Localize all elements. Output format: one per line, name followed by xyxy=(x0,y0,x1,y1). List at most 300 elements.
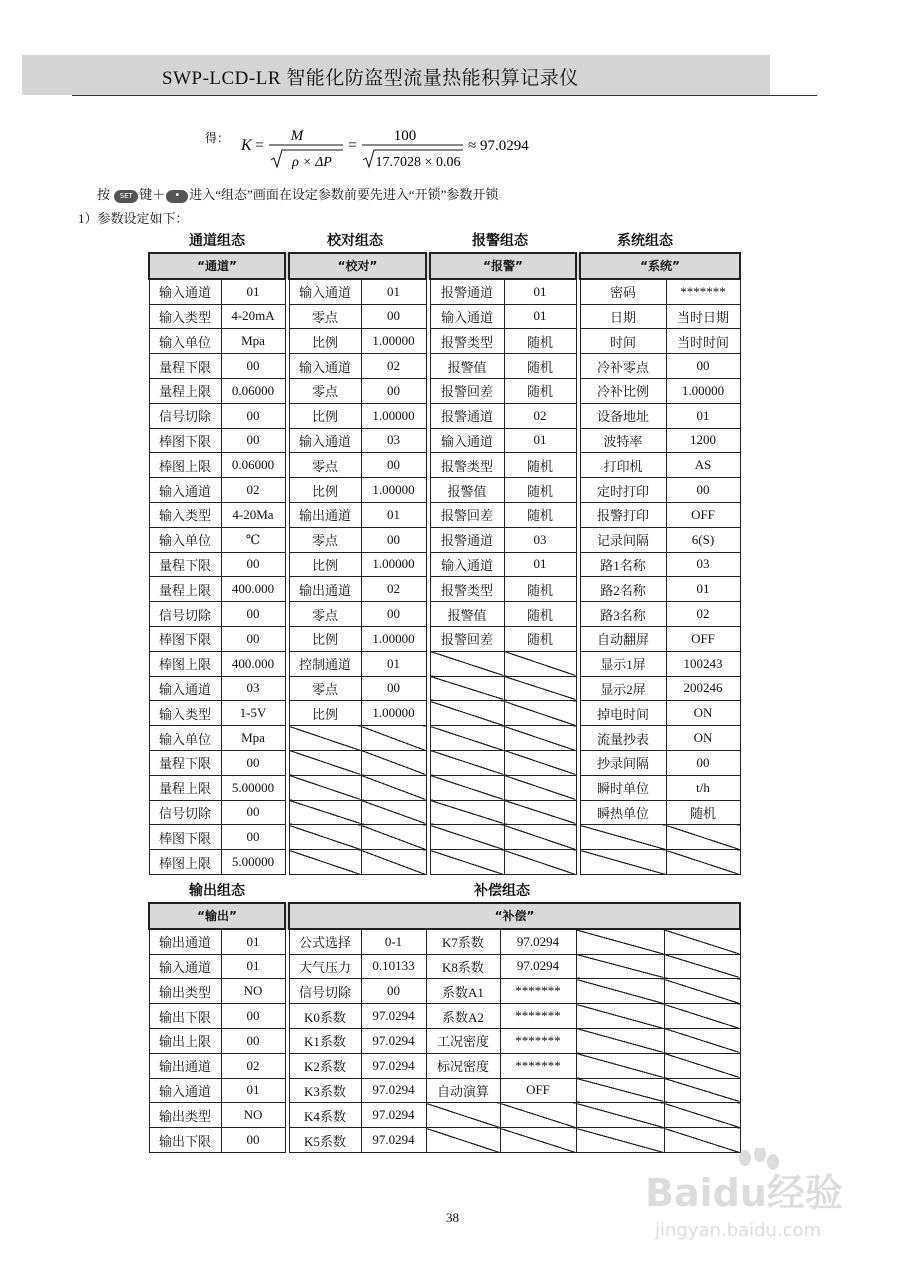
param-value: 1.00000 xyxy=(666,378,740,403)
param-value: 随机 xyxy=(504,626,576,651)
empty-cell xyxy=(289,800,361,825)
table-row xyxy=(149,651,740,676)
param-label: K1系数 xyxy=(289,1028,361,1053)
empty-cell xyxy=(576,1004,664,1029)
param-value: 4-20Ma xyxy=(221,502,285,527)
param-value: 02 xyxy=(221,478,285,503)
table-header-row xyxy=(149,903,740,929)
param-label: 输出上限 xyxy=(149,1028,221,1053)
param-label: 密码 xyxy=(580,279,666,304)
param-value: 当时时间 xyxy=(666,329,740,354)
instruction-line: 按 SET 键＋ • 进入“组态”画面在设定参数前要先进入“开锁”参数开锁 xyxy=(97,187,499,202)
param-label: 显示1屏 xyxy=(580,651,666,676)
param-value: Mpa xyxy=(221,726,285,751)
param-value: 00 xyxy=(666,478,740,503)
param-label: 量程下限 xyxy=(149,552,221,577)
param-label: 打印机 xyxy=(580,453,666,478)
param-label: 输出下限 xyxy=(149,1004,221,1029)
param-value: 00 xyxy=(361,453,426,478)
param-value: 02 xyxy=(221,1053,285,1078)
param-label: K2系数 xyxy=(289,1053,361,1078)
param-value: 400.000 xyxy=(221,577,285,602)
param-label: 输入单位 xyxy=(149,329,221,354)
param-label: K4系数 xyxy=(289,1103,361,1128)
param-value: 00 xyxy=(221,1028,285,1053)
empty-cell xyxy=(664,954,740,979)
formula-num2: 100 xyxy=(393,128,417,144)
empty-cell xyxy=(576,1053,664,1078)
param-value: 随机 xyxy=(504,378,576,403)
dot-key-icon: • xyxy=(166,190,188,203)
formula-lhs: K xyxy=(241,137,252,154)
param-label: 输入通道 xyxy=(149,478,221,503)
param-label: 棒图上限 xyxy=(149,453,221,478)
empty-cell xyxy=(430,676,504,701)
param-value: Mpa xyxy=(221,329,285,354)
param-label: 报警类型 xyxy=(430,453,504,478)
svg-text:=: = xyxy=(255,137,265,154)
param-label: 报警通道 xyxy=(430,279,504,304)
set-key-icon: SET xyxy=(114,190,138,203)
param-value: ON xyxy=(666,726,740,751)
watermark-url: jingyan.baidu.com xyxy=(655,1220,822,1241)
empty-cell xyxy=(576,954,664,979)
param-value: 00 xyxy=(221,1004,285,1029)
param-value: 1-5V xyxy=(221,701,285,726)
param-value: 1200 xyxy=(666,428,740,453)
table-row xyxy=(149,850,740,875)
table-row xyxy=(149,403,740,428)
param-value: OFF xyxy=(666,502,740,527)
table-row xyxy=(149,1103,740,1128)
param-value: NO xyxy=(221,1103,285,1128)
empty-cell xyxy=(576,929,664,954)
empty-cell xyxy=(289,850,361,875)
param-value: 00 xyxy=(361,304,426,329)
empty-cell xyxy=(664,929,740,954)
param-value: 01 xyxy=(221,929,285,954)
param-value: 00 xyxy=(361,979,426,1004)
formula-den2: 17.7028 × 0.06 xyxy=(375,155,461,170)
param-value: OFF xyxy=(500,1078,576,1103)
formula-den1: ρ × ΔP xyxy=(292,155,332,170)
param-label: 输出通道 xyxy=(149,1053,221,1078)
param-label: 输入通道 xyxy=(430,428,504,453)
empty-cell xyxy=(576,1028,664,1053)
formula-num1: M xyxy=(290,128,304,144)
param-label: 自动翻屏 xyxy=(580,626,666,651)
head-output: “输出” xyxy=(149,903,285,929)
param-value: 5.00000 xyxy=(221,775,285,800)
empty-cell xyxy=(664,1078,740,1103)
param-label: K8系数 xyxy=(426,954,500,979)
param-value: 0.06000 xyxy=(221,378,285,403)
param-value: 00 xyxy=(361,602,426,627)
document-title: SWP-LCD-LR 智能化防盗型流量热能积算记录仪 xyxy=(162,68,579,89)
table-row xyxy=(149,676,740,701)
empty-cell xyxy=(576,979,664,1004)
param-value: 0.10133 xyxy=(361,954,426,979)
param-label: 自动演算 xyxy=(426,1078,500,1103)
param-value: ******* xyxy=(666,279,740,304)
table-row xyxy=(149,800,740,825)
empty-cell xyxy=(361,850,426,875)
empty-cell xyxy=(666,825,740,850)
param-value: 00 xyxy=(221,825,285,850)
table-row xyxy=(149,726,740,751)
param-label: 流量抄表 xyxy=(580,726,666,751)
param-label: 系数A2 xyxy=(426,1004,500,1029)
table-row xyxy=(149,527,740,552)
param-value: 01 xyxy=(504,428,576,453)
param-value: AS xyxy=(666,453,740,478)
param-value: 01 xyxy=(666,577,740,602)
param-label: 路1名称 xyxy=(580,552,666,577)
param-value: 随机 xyxy=(504,602,576,627)
empty-cell xyxy=(504,850,576,875)
param-label: 量程上限 xyxy=(149,577,221,602)
param-value: 00 xyxy=(221,403,285,428)
param-label: 比例 xyxy=(289,552,361,577)
param-label: 报警值 xyxy=(430,478,504,503)
param-value: ******* xyxy=(500,1053,576,1078)
table-row xyxy=(149,279,740,304)
param-label: 比例 xyxy=(289,403,361,428)
empty-cell xyxy=(430,701,504,726)
param-label: 报警回差 xyxy=(430,502,504,527)
param-label: 棒图上限 xyxy=(149,850,221,875)
param-label: 比例 xyxy=(289,329,361,354)
empty-cell xyxy=(504,800,576,825)
table-row xyxy=(149,954,740,979)
param-value: 随机 xyxy=(504,502,576,527)
param-value: 1.00000 xyxy=(361,478,426,503)
table-row xyxy=(149,453,740,478)
param-value: 01 xyxy=(504,552,576,577)
table-row xyxy=(149,750,740,775)
param-value: 4-20mA xyxy=(221,304,285,329)
param-label: 报警通道 xyxy=(430,403,504,428)
table-row xyxy=(149,1004,740,1029)
param-label: 零点 xyxy=(289,676,361,701)
empty-cell xyxy=(361,825,426,850)
param-label: 棒图下限 xyxy=(149,626,221,651)
empty-cell xyxy=(576,1103,664,1128)
param-label: 零点 xyxy=(289,453,361,478)
table-row xyxy=(149,979,740,1004)
param-value: 100243 xyxy=(666,651,740,676)
k-formula xyxy=(205,120,625,174)
group-title-system: 系统组态 xyxy=(617,233,673,249)
empty-cell xyxy=(289,825,361,850)
param-value: 03 xyxy=(361,428,426,453)
param-value: 01 xyxy=(221,954,285,979)
table-row xyxy=(149,478,740,503)
empty-cell xyxy=(664,1103,740,1128)
param-label: 时间 xyxy=(580,329,666,354)
param-value: 01 xyxy=(361,502,426,527)
empty-cell xyxy=(289,775,361,800)
empty-cell xyxy=(504,726,576,751)
param-label: 报警回差 xyxy=(430,626,504,651)
param-label: K3系数 xyxy=(289,1078,361,1103)
param-label: 输入通道 xyxy=(289,428,361,453)
param-value: 1.00000 xyxy=(361,626,426,651)
param-label: 输出下限 xyxy=(149,1128,221,1153)
param-label: 比例 xyxy=(289,701,361,726)
param-value: 1.00000 xyxy=(361,403,426,428)
empty-cell xyxy=(500,1103,576,1128)
param-label: 输入通道 xyxy=(430,304,504,329)
watermark-brand: Baidu经验 xyxy=(645,1171,843,1215)
param-label: 输入类型 xyxy=(149,701,221,726)
param-value: 01 xyxy=(221,279,285,304)
param-value: 01 xyxy=(361,279,426,304)
param-label: 输出通道 xyxy=(289,502,361,527)
group-title-alarm: 报警组态 xyxy=(472,233,528,249)
param-value: 随机 xyxy=(666,800,740,825)
param-value: 00 xyxy=(221,750,285,775)
empty-cell xyxy=(504,750,576,775)
param-label: 零点 xyxy=(289,378,361,403)
param-label: 报警值 xyxy=(430,354,504,379)
param-label: 冷补比例 xyxy=(580,378,666,403)
param-label: 瞬时单位 xyxy=(580,775,666,800)
param-value: 01 xyxy=(221,1078,285,1103)
param-label: 输出通道 xyxy=(289,577,361,602)
param-label: 输入通道 xyxy=(430,552,504,577)
group-title-comp: 补偿组态 xyxy=(474,883,530,899)
param-label: 输入类型 xyxy=(149,502,221,527)
param-label: 报警类型 xyxy=(430,329,504,354)
empty-cell xyxy=(504,775,576,800)
param-value: 200246 xyxy=(666,676,740,701)
param-label: 抄录间隔 xyxy=(580,750,666,775)
param-label: 输入类型 xyxy=(149,304,221,329)
group-title-channel: 通道组态 xyxy=(189,233,245,249)
table-row xyxy=(149,626,740,651)
param-value: 97.0294 xyxy=(361,1053,426,1078)
empty-cell xyxy=(289,750,361,775)
param-value: 00 xyxy=(666,750,740,775)
param-label: 掉电时间 xyxy=(580,701,666,726)
head-system: “系统” xyxy=(580,253,740,279)
empty-cell xyxy=(430,651,504,676)
param-label: 输入单位 xyxy=(149,726,221,751)
param-label: 报警回差 xyxy=(430,378,504,403)
param-value: ON xyxy=(666,701,740,726)
param-value: 5.00000 xyxy=(221,850,285,875)
param-label: 输入通道 xyxy=(149,676,221,701)
empty-cell xyxy=(426,1128,500,1153)
param-value: 97.0294 xyxy=(361,1128,426,1153)
empty-cell xyxy=(430,850,504,875)
empty-cell xyxy=(664,979,740,1004)
param-value: 97.0294 xyxy=(361,1078,426,1103)
table-row xyxy=(149,602,740,627)
param-label: 记录间隔 xyxy=(580,527,666,552)
param-label: 量程上限 xyxy=(149,378,221,403)
param-value: 6(S) xyxy=(666,527,740,552)
param-label: 设备地址 xyxy=(580,403,666,428)
baidu-watermark xyxy=(645,1148,895,1248)
table-row xyxy=(149,354,740,379)
empty-cell xyxy=(361,800,426,825)
empty-cell xyxy=(504,701,576,726)
param-label: 路2名称 xyxy=(580,577,666,602)
empty-cell xyxy=(430,825,504,850)
table-row xyxy=(149,577,740,602)
param-value: 02 xyxy=(666,602,740,627)
param-label: 棒图下限 xyxy=(149,428,221,453)
empty-cell xyxy=(500,1128,576,1153)
param-value: t/h xyxy=(666,775,740,800)
page-number: 38 xyxy=(446,1210,459,1225)
param-value: ℃ xyxy=(221,527,285,552)
param-value: 00 xyxy=(361,378,426,403)
param-label: 显示2屏 xyxy=(580,676,666,701)
param-value: 97.0294 xyxy=(361,1004,426,1029)
param-value: ******* xyxy=(500,1028,576,1053)
param-value: 97.0294 xyxy=(500,929,576,954)
group-title-calib: 校对组态 xyxy=(327,233,383,249)
empty-cell xyxy=(504,825,576,850)
param-value: 02 xyxy=(361,354,426,379)
empty-cell xyxy=(361,750,426,775)
empty-cell xyxy=(430,800,504,825)
empty-cell xyxy=(430,726,504,751)
param-label: 报警通道 xyxy=(430,527,504,552)
param-value: 03 xyxy=(666,552,740,577)
param-value: 随机 xyxy=(504,329,576,354)
param-value: 随机 xyxy=(504,453,576,478)
param-intro: 1）参数设定如下： xyxy=(78,211,189,226)
param-label: 零点 xyxy=(289,527,361,552)
param-value: 02 xyxy=(504,403,576,428)
param-value: 随机 xyxy=(504,577,576,602)
param-label: 日期 xyxy=(580,304,666,329)
param-value: 00 xyxy=(361,676,426,701)
param-label: 公式选择 xyxy=(289,929,361,954)
param-value: 00 xyxy=(221,428,285,453)
param-label: 输入通道 xyxy=(149,1078,221,1103)
param-value: 02 xyxy=(361,577,426,602)
table-row xyxy=(149,428,740,453)
param-label: 零点 xyxy=(289,602,361,627)
param-label: 比例 xyxy=(289,626,361,651)
param-label: 报警类型 xyxy=(430,577,504,602)
param-label: 控制通道 xyxy=(289,651,361,676)
config-table-main xyxy=(148,252,741,875)
empty-cell xyxy=(664,1028,740,1053)
empty-cell xyxy=(576,1078,664,1103)
param-label: 大气压力 xyxy=(289,954,361,979)
paw-icon xyxy=(739,1148,779,1170)
table-row xyxy=(149,929,740,954)
table-row xyxy=(149,502,740,527)
empty-cell xyxy=(504,651,576,676)
param-value: 400.000 xyxy=(221,651,285,676)
param-value: ******* xyxy=(500,979,576,1004)
param-value: 1.00000 xyxy=(361,552,426,577)
empty-cell xyxy=(430,775,504,800)
param-value: 1.00000 xyxy=(361,701,426,726)
head-comp: “补偿” xyxy=(289,903,740,929)
param-label: 棒图下限 xyxy=(149,825,221,850)
param-value: 1.00000 xyxy=(361,329,426,354)
empty-cell xyxy=(580,850,666,875)
empty-cell xyxy=(504,676,576,701)
empty-cell xyxy=(580,825,666,850)
empty-cell xyxy=(664,1004,740,1029)
formula-result: ≈ 97.0294 xyxy=(468,138,529,154)
empty-cell xyxy=(426,1103,500,1128)
param-label: 信号切除 xyxy=(149,602,221,627)
param-label: 报警打印 xyxy=(580,502,666,527)
param-value: ******* xyxy=(500,1004,576,1029)
param-label: 输出类型 xyxy=(149,1103,221,1128)
param-label: 量程下限 xyxy=(149,750,221,775)
param-label: K5系数 xyxy=(289,1128,361,1153)
param-label: 输入通道 xyxy=(149,279,221,304)
param-value: 随机 xyxy=(504,478,576,503)
table-row xyxy=(149,1028,740,1053)
param-label: 输入通道 xyxy=(149,954,221,979)
param-value: 00 xyxy=(361,527,426,552)
param-label: 输入单位 xyxy=(149,527,221,552)
head-alarm: “报警” xyxy=(430,253,576,279)
param-label: 输入通道 xyxy=(289,354,361,379)
param-label: 定时打印 xyxy=(580,478,666,503)
param-label: 波特率 xyxy=(580,428,666,453)
table-row xyxy=(149,825,740,850)
head-channel: “通道” xyxy=(149,253,285,279)
param-value: 01 xyxy=(361,651,426,676)
empty-cell xyxy=(361,726,426,751)
table-row xyxy=(149,304,740,329)
empty-cell xyxy=(664,1053,740,1078)
param-label: K7系数 xyxy=(426,929,500,954)
param-value: 00 xyxy=(221,626,285,651)
param-label: 输入通道 xyxy=(289,279,361,304)
param-label: 冷补零点 xyxy=(580,354,666,379)
param-value: 00 xyxy=(221,602,285,627)
param-label: 瞬热单位 xyxy=(580,800,666,825)
param-value: 01 xyxy=(666,403,740,428)
param-label: 路3名称 xyxy=(580,602,666,627)
param-label: 量程上限 xyxy=(149,775,221,800)
svg-text:=: = xyxy=(348,137,358,154)
param-value: 97.0294 xyxy=(500,954,576,979)
param-value: 当时日期 xyxy=(666,304,740,329)
param-label: 系数A1 xyxy=(426,979,500,1004)
table-row xyxy=(149,552,740,577)
head-calib: “校对” xyxy=(289,253,426,279)
table-row xyxy=(149,775,740,800)
param-label: 报警值 xyxy=(430,602,504,627)
param-value: 随机 xyxy=(504,354,576,379)
table-row xyxy=(149,378,740,403)
table-header-row xyxy=(149,253,740,279)
param-value: 03 xyxy=(504,527,576,552)
param-value: OFF xyxy=(666,626,740,651)
table-row xyxy=(149,701,740,726)
param-value: 00 xyxy=(221,1128,285,1153)
param-value: 00 xyxy=(666,354,740,379)
table-row xyxy=(149,329,740,354)
param-value: 0.06000 xyxy=(221,453,285,478)
param-label: 信号切除 xyxy=(289,979,361,1004)
